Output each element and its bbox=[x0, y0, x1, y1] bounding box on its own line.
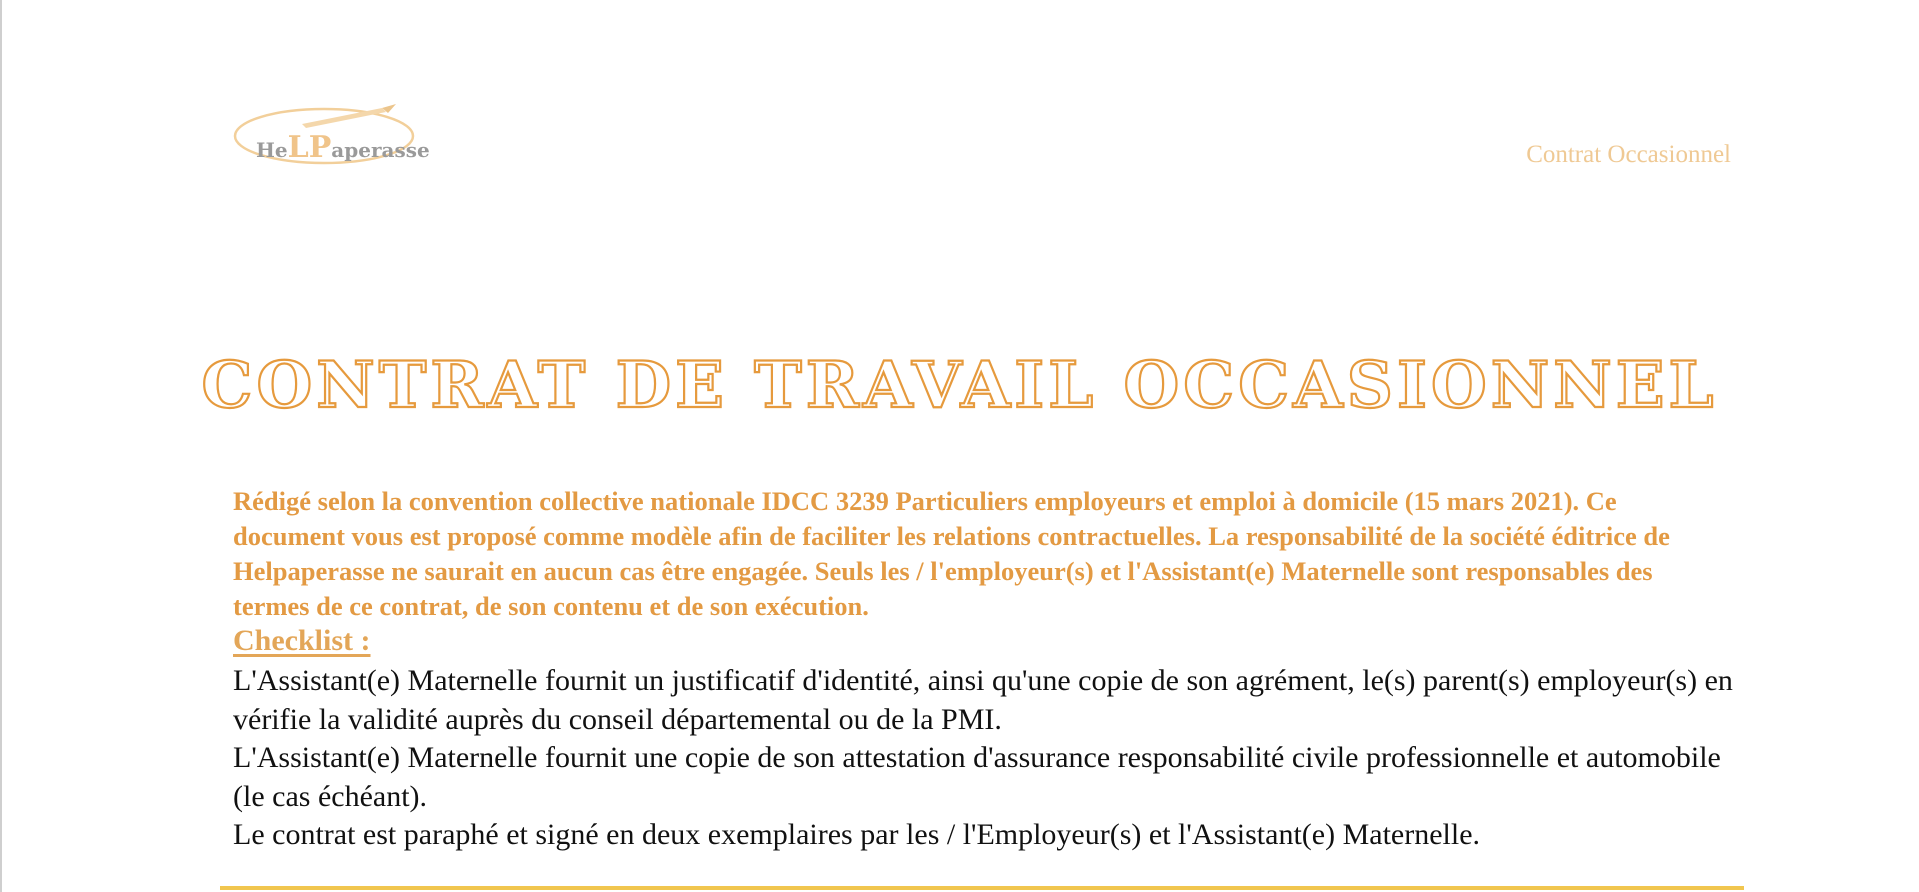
logo-wordmark bbox=[256, 130, 430, 165]
document-title: CONTRAT DE TRAVAIL OCCASIONNEL bbox=[201, 348, 1718, 423]
checklist-item: L'Assistant(e) Maternelle fournit une copie de son attestation d'assurance responsabilité civile professionnelle et automobile (le cas échéant). bbox=[233, 741, 1721, 813]
logo-suffix: aperasse bbox=[331, 138, 430, 162]
helpaperasse-logo bbox=[232, 102, 430, 168]
checklist bbox=[233, 662, 1733, 855]
logo-mark: LP bbox=[287, 130, 332, 165]
intro-paragraph: Rédigé selon la convention collective nationale IDCC 3239 Particuliers employeurs et emploi à domicile (15 mars 2021). Ce document vous est proposé comme modèle afin de faciliter les relations contractuelles. La responsabilité de la société éditrice de Helpaperasse ne saurait en aucun cas être engagée. Seuls les / l'employeur(s) et l'Assistant(e) Maternelle sont responsables des termes de ce contrat, de son contenu et de son exécution. bbox=[233, 486, 1670, 621]
header-document-type: Contrat Occasionnel bbox=[1526, 141, 1731, 168]
checklist-item: Le contrat est paraphé et signé en deux exemplaires par les / l'Employeur(s) et l'Assistant(e) Maternelle. bbox=[233, 818, 1481, 851]
checklist-item: L'Assistant(e) Maternelle fournit un justificatif d'identité, ainsi qu'une copie de son agrément, le(s) parent(s) employeur(s) en vérifie la validité auprès du conseil départemental ou de la PMI. bbox=[233, 664, 1733, 736]
checklist-heading: Checklist : bbox=[233, 624, 371, 657]
section-divider bbox=[220, 886, 1744, 890]
logo-prefix: He bbox=[256, 138, 288, 162]
